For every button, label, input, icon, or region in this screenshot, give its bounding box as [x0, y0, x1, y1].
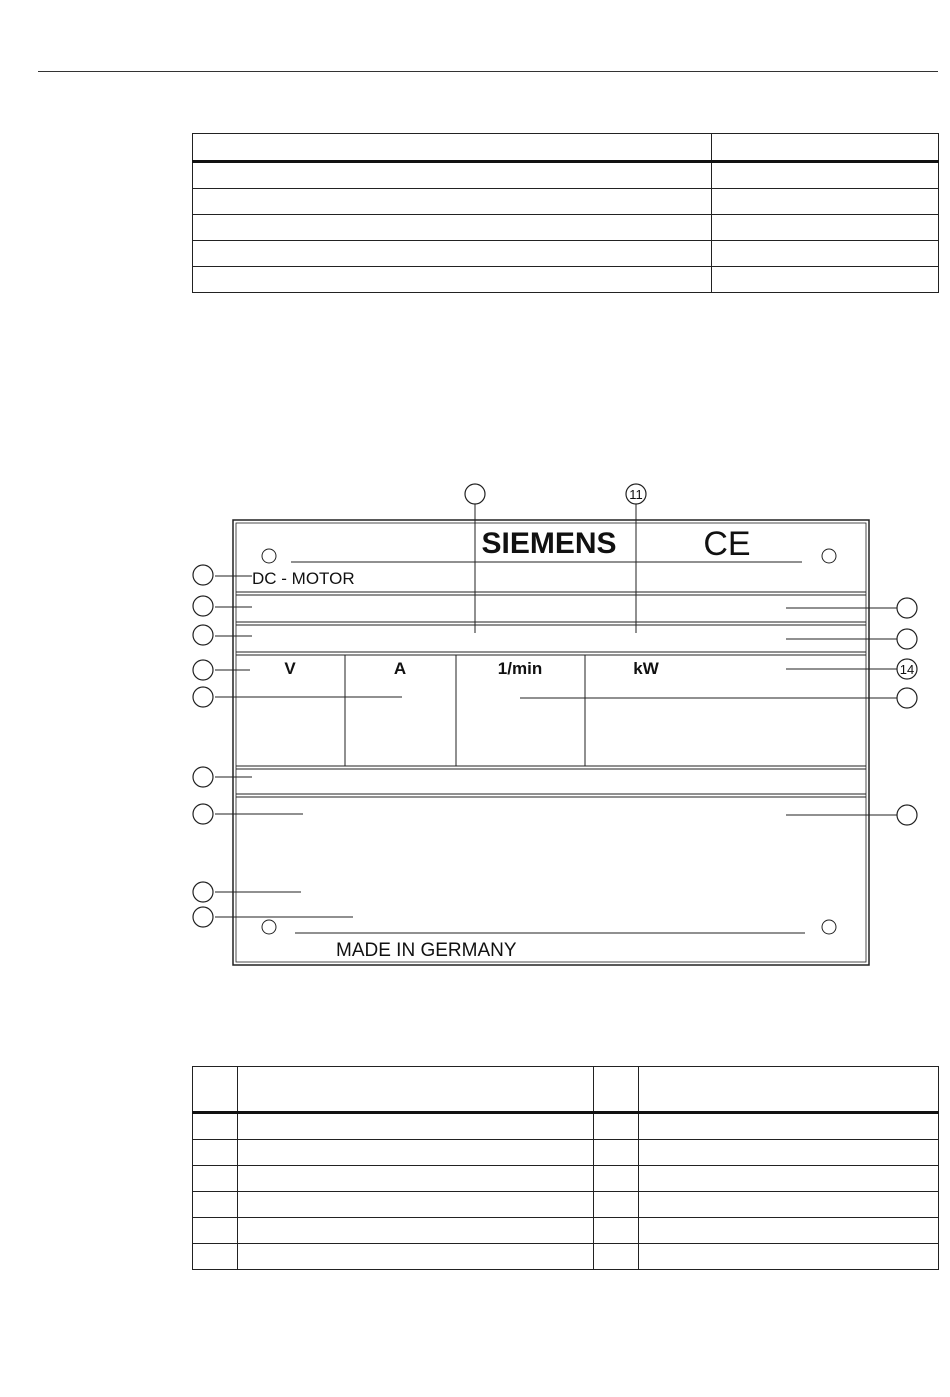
callout-marker: [897, 688, 917, 708]
ce-mark: CE: [703, 525, 751, 563]
callout-marker: [193, 804, 213, 824]
table-row: [193, 189, 939, 215]
motor-type-label: DC - MOTOR: [252, 569, 355, 588]
callout-marker: [193, 596, 213, 616]
unit-voltage: V: [284, 659, 296, 678]
table-row: [193, 1192, 939, 1218]
callout-number: 11: [629, 487, 643, 502]
unit-speed: 1/min: [497, 659, 543, 678]
mounting-hole-top-right: [822, 549, 836, 563]
callout-marker: [193, 767, 213, 787]
callout-marker: [897, 629, 917, 649]
table-header-row: [193, 134, 939, 162]
unit-current: A: [393, 659, 407, 678]
brand-logo: SIEMENS: [481, 527, 617, 560]
callout-marker: [897, 598, 917, 618]
callout-marker: [897, 805, 917, 825]
table-row: [193, 1166, 939, 1192]
callout-marker: [193, 625, 213, 645]
rating-plate-diagram: [0, 480, 950, 980]
table-row: [193, 215, 939, 241]
table-header-row: [193, 1067, 939, 1113]
table-row: [193, 1244, 939, 1270]
upper-table: [192, 133, 939, 293]
mounting-hole-bottom-left: [262, 920, 276, 934]
callout-marker: [193, 687, 213, 707]
callout-marker: [465, 484, 485, 504]
callout-marker: [193, 565, 213, 585]
table-row: [193, 267, 939, 293]
table-row: [193, 241, 939, 267]
callout-marker: [193, 882, 213, 902]
mounting-hole-top-left: [262, 549, 276, 563]
mounting-hole-bottom-right: [822, 920, 836, 934]
table-row: [193, 1140, 939, 1166]
table-row: [193, 1113, 939, 1140]
callout-marker: [193, 660, 213, 680]
callout-marker: [193, 907, 213, 927]
lower-table: [192, 1066, 939, 1270]
callout-number: 14: [899, 662, 915, 677]
unit-power: kW: [633, 659, 659, 678]
table-row: [193, 1218, 939, 1244]
origin-label: MADE IN GERMANY: [336, 940, 517, 961]
header-rule: [38, 71, 938, 72]
table-row: [193, 162, 939, 189]
callout-leaders: [215, 504, 897, 917]
